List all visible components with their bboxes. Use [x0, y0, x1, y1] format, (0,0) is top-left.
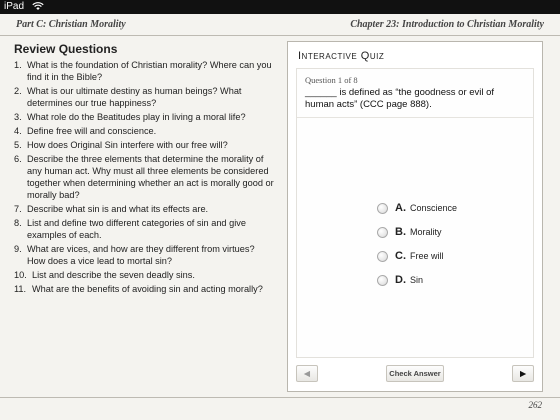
answer-option-d[interactable] — [377, 271, 457, 289]
review-questions-list — [14, 59, 274, 295]
answer-option-c[interactable] — [377, 247, 457, 265]
question-text: ______ is defined as “the goodness or evil of human acts” (CCC page 888). — [305, 87, 495, 110]
device-name: iPad — [4, 1, 25, 12]
answer-options — [377, 199, 457, 295]
item-text: What is the foundation of Christian morality? Where can you find it in the Bible? — [27, 60, 272, 82]
option-label: Conscience — [410, 203, 458, 213]
status-bar — [0, 0, 560, 14]
list-item — [14, 59, 274, 83]
option-letter: D. — [395, 274, 406, 286]
option-label: Sin — [410, 275, 424, 285]
triangle-left-icon: ◀ — [304, 369, 310, 378]
item-number: 2. — [14, 86, 22, 96]
answer-option-a[interactable] — [377, 199, 457, 217]
option-letter: C. — [395, 250, 406, 262]
wifi-icon — [32, 1, 44, 14]
list-item — [14, 283, 274, 295]
header-divider — [0, 35, 560, 36]
next-question-button[interactable] — [512, 365, 534, 382]
radio-button[interactable] — [377, 251, 388, 262]
review-questions-section — [14, 42, 274, 297]
chapter-header: Chapter 23: Introduction to Christian Morality — [350, 19, 544, 30]
review-questions-title: Review Questions — [14, 42, 118, 56]
list-item — [14, 153, 274, 201]
list-item — [14, 217, 274, 241]
item-text: Define free will and conscience. — [27, 126, 157, 136]
option-label: Morality — [410, 227, 442, 237]
item-text: Describe the three elements that determine the morality of any human act. Why must all three elements be considered together when determining whether an act is morally good or morally bad? — [27, 154, 274, 200]
list-item — [14, 139, 274, 151]
option-letter: A. — [395, 202, 406, 214]
radio-button[interactable] — [377, 227, 388, 238]
quiz-question-area — [296, 68, 534, 358]
list-item — [14, 85, 274, 109]
item-text: What role do the Beatitudes play in living a moral life? — [27, 112, 246, 122]
page-number: 262 — [528, 400, 542, 410]
list-item — [14, 269, 274, 281]
answer-option-b[interactable] — [377, 223, 457, 241]
item-text: What are vices, and how are they different from virtues? How does a vice lead to mortal sin? — [27, 244, 255, 266]
quiz-footer — [296, 365, 534, 383]
item-text: List and define two different categories of sin and give examples of each. — [27, 218, 246, 240]
list-item — [14, 203, 274, 215]
item-text: What are the benefits of avoiding sin and acting morally? — [32, 284, 263, 294]
item-text: What is our ultimate destiny as human beings? What determines our true happiness? — [27, 86, 242, 108]
item-number: 3. — [14, 112, 22, 122]
item-number: 4. — [14, 126, 22, 136]
item-number: 5. — [14, 140, 22, 150]
list-item — [14, 111, 274, 123]
list-item — [14, 243, 274, 267]
item-number: 7. — [14, 204, 22, 214]
option-letter: B. — [395, 226, 406, 238]
item-text: How does Original Sin interfere with our free will? — [27, 140, 228, 150]
item-number: 11. — [14, 284, 27, 294]
check-answer-button[interactable]: Check Answer — [386, 365, 444, 382]
footer-divider — [0, 397, 560, 398]
question-number: Question 1 of 8 — [305, 75, 358, 85]
item-number: 10. — [14, 270, 27, 280]
item-number: 8. — [14, 218, 22, 228]
previous-question-button[interactable] — [296, 365, 318, 382]
quiz-title: Interactive Quiz — [298, 50, 385, 62]
radio-button[interactable] — [377, 275, 388, 286]
list-item — [14, 125, 274, 137]
radio-button[interactable] — [377, 203, 388, 214]
part-header: Part C: Christian Morality — [16, 19, 126, 30]
interactive-quiz-panel — [287, 41, 543, 392]
item-text: List and describe the seven deadly sins. — [32, 270, 195, 280]
item-text: Describe what sin is and what its effects are. — [27, 204, 209, 214]
item-number: 9. — [14, 244, 22, 254]
question-divider — [297, 117, 533, 118]
item-number: 1. — [14, 60, 22, 70]
triangle-right-icon: ▶ — [520, 369, 526, 378]
option-label: Free will — [410, 251, 444, 261]
item-number: 6. — [14, 154, 22, 164]
